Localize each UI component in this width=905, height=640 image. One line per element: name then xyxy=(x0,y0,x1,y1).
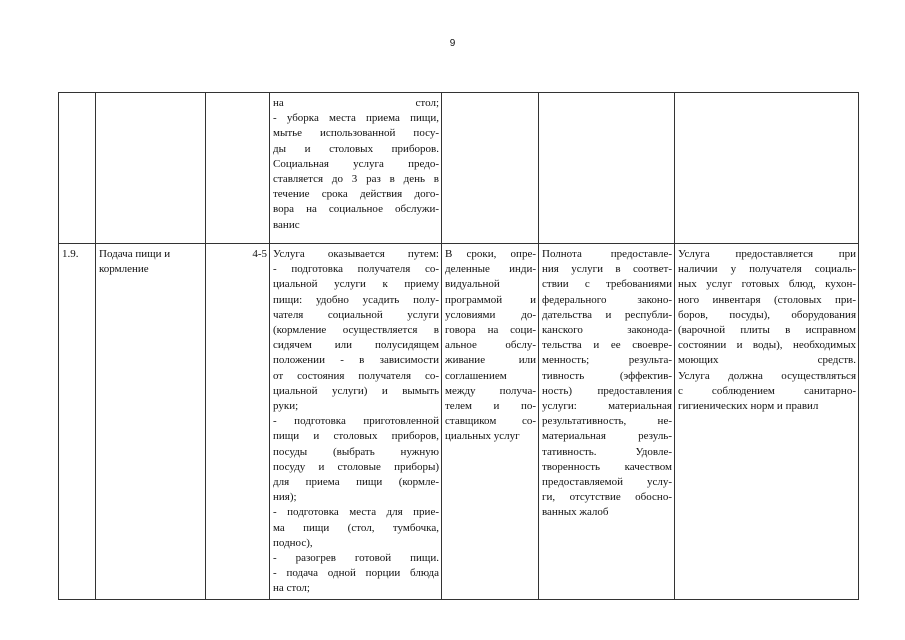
text-line: сидячем или полусидящем xyxy=(273,339,439,352)
text-line: вора на социальное обслужи- xyxy=(273,203,439,216)
text-line: В сроки, опре- xyxy=(445,248,536,260)
cell-service-name xyxy=(96,244,206,600)
cell-terms xyxy=(442,244,539,600)
text-line: мытье использованной посу- xyxy=(273,127,439,140)
text-line: программой и xyxy=(445,293,536,306)
text-line: ставляется до 3 раз в день в xyxy=(273,173,439,186)
text-line: услуги: материальная xyxy=(542,400,672,413)
cell-number xyxy=(59,93,96,244)
text-line: циальных услуг xyxy=(445,430,520,443)
text-line: условиями до- xyxy=(445,308,536,321)
text-line: боров, посуды), оборудования xyxy=(678,308,856,321)
text-line: деленные инди- xyxy=(445,263,536,276)
text-line: гигиенических норм и правил xyxy=(678,400,819,413)
service-rate: 4-5 xyxy=(206,244,270,600)
text-line: пищи: удобно усадить полу- xyxy=(273,293,439,306)
text-line: Услуга предоставляется при xyxy=(678,248,856,260)
text-line: Социальная услуга предо- xyxy=(273,157,439,170)
text-line: моющих средств. xyxy=(678,354,856,367)
text-line: ма пищи (стол, тумбочка, xyxy=(273,521,439,534)
text-line: - подготовка места для прие- xyxy=(273,506,439,519)
text-line: состоянии и воды), необходимых xyxy=(678,339,856,352)
text-line: положении - в зависимости xyxy=(273,354,439,367)
text-line: циальной услуги) и вымыть xyxy=(273,384,439,397)
conditions-text xyxy=(678,247,856,414)
text-line: для приема пищи (кормле- xyxy=(273,476,439,489)
text-line: циальной услуги к приему xyxy=(273,278,439,291)
text-line: канского законода- xyxy=(542,324,672,337)
text-line: ствии с требованиями xyxy=(542,278,672,291)
text-line: ванис xyxy=(273,218,300,231)
cell-indicators xyxy=(539,244,675,600)
cell-name xyxy=(96,93,206,244)
text-line: менность; результа- xyxy=(542,354,672,367)
text-line: с соблюдением санитарно- xyxy=(678,384,856,397)
text-line: - подготовка получателя со- xyxy=(273,263,439,276)
text-line: посуды (выбрать нужную xyxy=(273,445,439,458)
table-row xyxy=(59,93,859,244)
text-line: ность) предоставления xyxy=(542,384,672,397)
text-line: посуду и столовые приборы) xyxy=(273,460,439,473)
text-line: живание или xyxy=(445,354,536,367)
terms-text xyxy=(445,247,536,445)
cell-procedure-continued xyxy=(270,93,442,244)
cell-indicators xyxy=(539,93,675,244)
text-line: чателя социальной услуги xyxy=(273,308,439,321)
text-line: тельства и ее своевре- xyxy=(542,339,672,352)
service-name xyxy=(99,247,203,277)
text-line: (варочной плиты в исправном xyxy=(678,324,856,337)
text-line: ния); xyxy=(273,491,297,504)
text-line: дательства и республи- xyxy=(542,308,672,321)
text-line: Подача пищи и xyxy=(99,248,171,260)
text-line: наличии у получателя социаль- xyxy=(678,263,856,276)
text-line: ставщиком со- xyxy=(445,415,536,428)
text-line: материальная резуль- xyxy=(542,430,672,443)
text-line: Полнота предоставле- xyxy=(542,248,672,260)
text-line: ных услуг готовых блюд, кухон- xyxy=(678,278,856,291)
text-line: ги, отсутствие обосно- xyxy=(542,491,672,504)
text-line: видуальной xyxy=(445,278,500,291)
services-table xyxy=(58,92,859,600)
text-line: руки; xyxy=(273,400,299,413)
text-line: результативность, не- xyxy=(542,415,672,428)
text-line: федерального законо- xyxy=(542,293,672,306)
text-line: от состояния получателя со- xyxy=(273,369,439,382)
text-line: течение срока действия дого- xyxy=(273,188,439,201)
text-line: кормление xyxy=(99,263,149,276)
text-line: говора на соци- xyxy=(445,324,536,337)
cell-rate xyxy=(206,93,270,244)
cell-conditions xyxy=(675,244,859,600)
text-line: телем и по- xyxy=(445,400,536,413)
procedure-text xyxy=(273,247,439,597)
service-number: 1.9. xyxy=(59,244,96,600)
text-line: Услуга должна осуществляться xyxy=(678,369,856,382)
indicators-text xyxy=(542,247,672,521)
procedure-continued-text xyxy=(273,96,439,233)
text-line: поднос), xyxy=(273,536,313,549)
text-line: альное обслу- xyxy=(445,339,536,352)
text-line: ды и столовых приборов. xyxy=(273,142,439,155)
text-line: ного инвентаря (столовых при- xyxy=(678,293,856,306)
text-line: тативность. Удовле- xyxy=(542,445,672,458)
text-line: между получа- xyxy=(445,384,536,397)
text-line: соглашением xyxy=(445,369,507,382)
text-line: творенность качеством xyxy=(542,460,672,473)
cell-terms xyxy=(442,93,539,244)
page-number: 9 xyxy=(449,38,456,49)
text-line: (кормление осуществляется в xyxy=(273,324,439,337)
text-line: - разогрев готовой пищи. xyxy=(273,552,439,565)
text-line: на стол; xyxy=(273,582,310,595)
text-line: тивность (эффектив- xyxy=(542,369,672,382)
text-line: на стол; xyxy=(273,97,439,109)
cell-conditions xyxy=(675,93,859,244)
text-line: - подача одной порции блюда xyxy=(273,567,439,580)
text-line: ванных жалоб xyxy=(542,506,609,519)
text-line: - уборка места приема пищи, xyxy=(273,112,439,125)
text-line: Услуга оказывается путем: xyxy=(273,248,439,260)
text-line: предоставляемой услу- xyxy=(542,476,672,489)
table-row xyxy=(59,244,859,600)
text-line: ния услуги в соответ- xyxy=(542,263,672,276)
text-line: пищи и столовых приборов, xyxy=(273,430,439,443)
text-line: - подготовка приготовленной xyxy=(273,415,439,428)
cell-procedure xyxy=(270,244,442,600)
